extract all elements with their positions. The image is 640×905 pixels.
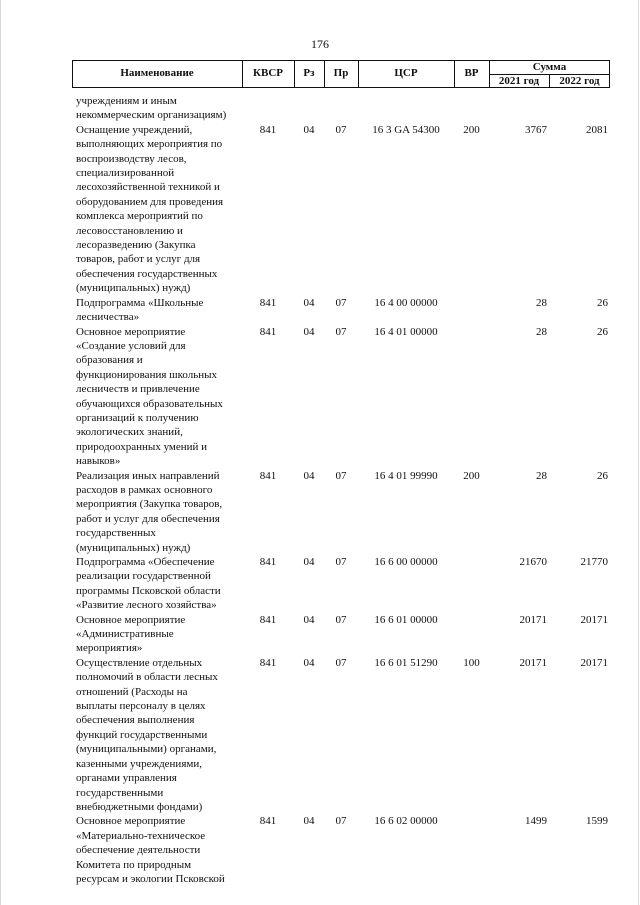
row-name-line: «Материально-техническое [76, 829, 206, 842]
header-bottom-border [72, 87, 610, 88]
cell-y2021: 3767 [525, 123, 547, 136]
row-name-line: обеспечения выполнения [76, 714, 195, 727]
row-name [72, 613, 246, 656]
header-kvsr: КВСР [253, 67, 283, 79]
row-name-line: выполняющих мероприятия по [76, 138, 223, 151]
row-name-line: оборудованием для проведения [76, 195, 224, 208]
page-right-edge [638, 0, 639, 905]
cell-y2022: 2081 [586, 123, 608, 136]
page-left-edge [0, 0, 1, 905]
cell-kvsr: 841 [259, 556, 277, 568]
row-name-line: природоохранных умений и [76, 440, 208, 453]
cell-rz: 04 [303, 469, 315, 482]
table-row [72, 555, 610, 613]
cell-kvsr: 841 [259, 325, 277, 338]
cell-y2022: 20171 [580, 656, 608, 669]
row-name-line: «Развитие лесного хозяйства» [76, 599, 217, 612]
cell-csr: 16 6 01 51290 [374, 656, 438, 669]
table-header [72, 60, 610, 88]
cell-kvsr: 841 [259, 296, 277, 309]
row-name-line: обучающихся образовательных [76, 397, 223, 410]
row-name [72, 469, 246, 555]
table-row [72, 325, 610, 469]
cell-kvsr: 841 [259, 815, 277, 828]
row-name-line: образования и [76, 354, 143, 367]
header-year-2022: 2022 год [559, 75, 600, 87]
cell-csr: 16 6 01 00000 [374, 613, 438, 626]
row-name-line: «Создание условий для [76, 339, 186, 352]
row-name-line: обеспечения государственных [76, 267, 218, 280]
table-row [72, 296, 610, 325]
cell-rz: 04 [303, 123, 315, 136]
cell-kvsr: 841 [259, 613, 277, 626]
cell-y2022: 26 [597, 296, 608, 309]
cell-rz: 04 [303, 815, 315, 828]
row-name-line: ресурсам и экологии Псковской [76, 872, 225, 885]
row-name-line: (муниципальных) нужд) [76, 282, 191, 295]
cell-y2021: 28 [536, 296, 547, 309]
row-name-line: учреждениям и иным [76, 95, 177, 107]
row-name [72, 656, 246, 814]
cell-kvsr: 841 [259, 656, 277, 669]
row-name-line: Основное мероприятие [76, 325, 186, 338]
page-number: 176 [311, 37, 329, 51]
row-name-line: расходов в рамках основного [76, 483, 213, 496]
row-name-line: государственными [76, 786, 164, 799]
cell-pr: 07 [335, 815, 347, 828]
cell-rz: 04 [303, 325, 315, 338]
row-name-line: отношений (Расходы на [76, 685, 188, 698]
row-name-line: функционирования школьных [76, 368, 218, 381]
row-name-line: Реализация иных направлений [76, 469, 220, 482]
row-name-line: лесохозяйственной техникой и [76, 181, 220, 194]
header-sum: Сумма [532, 61, 567, 73]
row-name-line: специализированной [76, 167, 175, 180]
cell-y2021: 21670 [519, 556, 547, 568]
cell-vr: 100 [463, 656, 480, 669]
row-name-line: органами управления [76, 772, 177, 785]
cell-pr: 07 [335, 325, 347, 338]
cell-y2022: 26 [597, 469, 608, 482]
table-row [72, 656, 610, 814]
row-name-line: воспроизводству лесов, [76, 152, 187, 165]
cell-pr: 07 [335, 469, 347, 482]
cell-y2022: 26 [597, 325, 608, 338]
cell-csr: 16 4 01 00000 [374, 325, 438, 338]
table-row [72, 613, 610, 656]
cell-pr: 07 [335, 556, 347, 568]
header-csr: ЦСР [394, 67, 418, 79]
cell-pr: 07 [335, 296, 347, 309]
row-name-line: лесовосстановлению и [76, 224, 183, 237]
row-name-line: обеспечение деятельности [76, 844, 201, 857]
row-name-line: мероприятия (Закупка товаров, [76, 498, 223, 511]
cell-pr: 07 [335, 613, 347, 626]
row-name-line: Основное мероприятие [76, 613, 186, 626]
row-name-line: лесничеств и привлечение [76, 383, 200, 396]
row-name-line: казенными учреждениями, [76, 757, 202, 770]
row-name-line: программы Псковской области [76, 584, 221, 597]
cell-y2021: 20171 [519, 613, 547, 626]
header-name: Наименование [120, 67, 194, 79]
table-row [72, 814, 610, 886]
table-row [72, 469, 610, 555]
row-name [72, 94, 246, 123]
cell-y2022: 20171 [580, 613, 608, 626]
row-name-line: Подпрограмма «Обеспечение [76, 556, 215, 568]
cell-vr: 200 [463, 469, 480, 482]
row-name-line: организаций к получению [76, 411, 199, 424]
row-name-line: функций государственными [76, 728, 208, 741]
cell-rz: 04 [303, 656, 315, 669]
row-name-line: Основное мероприятие [76, 815, 186, 828]
table-row [72, 123, 610, 296]
cell-y2022: 1599 [586, 815, 608, 828]
row-name [72, 814, 246, 886]
row-name-line: (муниципальных) нужд) [76, 541, 191, 554]
table-row [72, 94, 610, 123]
row-name-line: товаров, работ и услуг для [76, 253, 201, 266]
header-vr: ВР [464, 67, 479, 79]
row-name-line: некоммерческим организациям) [76, 109, 227, 122]
row-name-line: Комитета по природным [76, 858, 192, 871]
row-name-line: полномочий в области лесных [76, 671, 218, 684]
row-name-line: работ и услуг для обеспечения [76, 512, 220, 525]
table-body [72, 94, 610, 886]
row-name-line: лесничества» [76, 311, 140, 324]
row-name-line: Осуществление отдельных [76, 656, 203, 669]
row-name [72, 296, 246, 325]
cell-y2021: 1499 [525, 815, 547, 828]
cell-y2021: 28 [536, 469, 547, 482]
row-name-line: реализации государственной [76, 570, 211, 583]
cell-csr: 16 3 GA 54300 [372, 123, 440, 136]
row-name-line: комплекса мероприятий по [76, 210, 203, 223]
row-name-line: Подпрограмма «Школьные [76, 296, 204, 309]
row-name [72, 123, 246, 296]
cell-y2021: 28 [536, 325, 547, 338]
cell-kvsr: 841 [259, 469, 277, 482]
row-name [72, 325, 246, 469]
cell-csr: 16 4 00 00000 [374, 296, 438, 309]
row-name-line: Оснащение учреждений, [76, 123, 193, 136]
cell-rz: 04 [303, 556, 315, 568]
cell-vr: 200 [463, 123, 480, 136]
row-name-line: выплаты персоналу в целях [76, 700, 206, 713]
row-name-line: государственных [76, 527, 156, 540]
row-name [72, 555, 246, 613]
row-name-line: внебюджетными фондами) [76, 800, 203, 813]
row-name-line: лесоразведению (Закупка [76, 239, 196, 252]
header-year-2021: 2021 год [498, 75, 540, 87]
cell-rz: 04 [303, 613, 315, 626]
header-pr: Пр [333, 67, 349, 79]
cell-pr: 07 [335, 123, 347, 136]
cell-pr: 07 [335, 656, 347, 669]
cell-csr: 16 6 00 00000 [374, 556, 438, 568]
header-rz: Рз [303, 67, 315, 79]
row-name-line: экологических знаний, [76, 426, 183, 439]
cell-y2021: 20171 [519, 656, 547, 669]
cell-csr: 16 4 01 99990 [374, 469, 438, 482]
cell-kvsr: 841 [259, 123, 277, 136]
row-name-line: «Административные [76, 628, 174, 641]
row-name-line: мероприятия» [76, 642, 143, 655]
row-name-line: (муниципальными) органами, [76, 743, 217, 756]
cell-rz: 04 [303, 296, 315, 309]
cell-csr: 16 6 02 00000 [374, 815, 438, 828]
cell-y2022: 21770 [580, 556, 608, 568]
row-name-line: навыков» [76, 455, 121, 468]
